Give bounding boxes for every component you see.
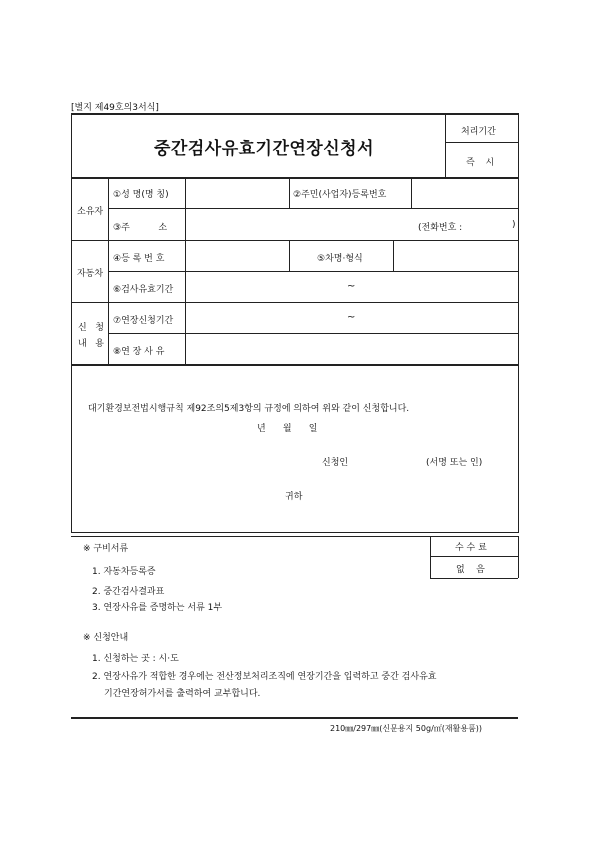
processing-mid-line — [445, 142, 518, 143]
vehicle-mid-line-b — [393, 240, 394, 271]
fee-box-right — [518, 536, 519, 578]
owner-mid-line-a — [289, 178, 290, 208]
form-number: [별지 제49호의3서식] — [71, 103, 159, 113]
phone-close-paren: ) — [512, 220, 516, 230]
frame-left — [71, 113, 72, 533]
guide-item-1: 1. 신청하는 곳 : 시·도 — [92, 654, 179, 664]
owner-name-field[interactable] — [190, 187, 285, 201]
vehicle-model-field[interactable] — [398, 251, 513, 265]
request-row-line — [108, 333, 518, 334]
vehicle-regno-label: ④등 록 번 호 — [113, 254, 165, 264]
frame-right — [518, 113, 519, 533]
owner-address-field[interactable] — [190, 220, 410, 234]
title-bottom-line — [71, 177, 518, 179]
frame-bottom — [71, 532, 518, 533]
owner-row-line — [108, 208, 518, 209]
document-item-3: 3. 연장사유를 증명하는 서류 1부 — [92, 603, 223, 613]
guide-item-2-line-2: 기간연장허가서를 출력하여 교부합니다. — [104, 689, 261, 699]
guide-item-2-line-1: 2. 연장사유가 적합한 경우에는 전산정보처리조직에 연장기간을 입력하고 중간 검사유효 — [92, 672, 437, 682]
recipient-label: 귀하 — [285, 492, 303, 502]
vehicle-validity-tilde: ~ — [347, 281, 356, 292]
fee-label: 수 수 료 — [455, 543, 487, 553]
processing-period-label: 처리기간 — [461, 127, 496, 137]
vehicle-section-label: 자동차 — [77, 269, 104, 279]
vehicle-regno-field[interactable] — [190, 251, 285, 265]
request-period-tilde: ~ — [347, 312, 356, 323]
fee-box-bottom — [430, 578, 518, 579]
vehicle-validity-label: ⑥검사유효기간 — [113, 285, 174, 295]
processing-period-value: 즉 시 — [466, 158, 495, 168]
fee-box-mid — [430, 556, 518, 557]
request-section-label-2: 내 용 — [78, 339, 104, 349]
application-date: 년 월 일 — [257, 424, 318, 434]
document-item-1: 1. 자동차등록증 — [92, 567, 156, 577]
request-reason-field[interactable] — [190, 344, 510, 358]
owner-name-label: ①성 명(명 칭) — [113, 190, 169, 200]
owner-section-label: 소유자 — [77, 207, 104, 217]
vehicle-bottom-line — [71, 302, 518, 303]
guide-bottom-line — [71, 717, 518, 719]
phone-label: (전화번호 : — [418, 223, 463, 233]
applicant-label: 신청인 — [322, 458, 349, 468]
paper-spec: 210㎜/297㎜(신문용지 50g/㎡(재활용품)) — [330, 724, 483, 733]
vehicle-mid-line-a — [289, 240, 290, 271]
guide-heading: ※ 신청안내 — [83, 633, 129, 643]
fee-box-left — [430, 536, 431, 578]
vehicle-model-label: ⑤차명·형식 — [317, 254, 363, 264]
owner-bottom-line — [71, 240, 518, 241]
request-reason-label: ⑧연 장 사 유 — [113, 347, 165, 357]
documents-heading: ※ 구비서류 — [83, 544, 129, 554]
signature-label: (서명 또는 인) — [426, 458, 483, 468]
request-bottom-line — [71, 364, 518, 366]
documents-top-line — [71, 536, 518, 537]
owner-mid-line-b — [411, 178, 412, 208]
document-title: 중간검사유효기간연장신청서 — [154, 139, 374, 159]
document-item-2: 2. 중간검사결과표 — [92, 587, 165, 597]
frame-top — [71, 113, 518, 115]
request-section-label-1: 신 청 — [78, 323, 104, 333]
processing-divider — [445, 113, 446, 178]
application-statement: 대기환경보전법시행규칙 제92조의5제3항의 규정에 의하여 위와 같이 신청합니다. — [88, 404, 410, 414]
owner-reg-label: ②주민(사업자)등록번호 — [293, 190, 387, 200]
vehicle-row-line — [108, 271, 518, 272]
request-period-label: ⑦연장신청기간 — [113, 316, 174, 326]
owner-address-label: ③주 소 — [113, 223, 168, 233]
owner-reg-field[interactable] — [415, 187, 513, 201]
fee-value: 없 음 — [456, 565, 485, 575]
